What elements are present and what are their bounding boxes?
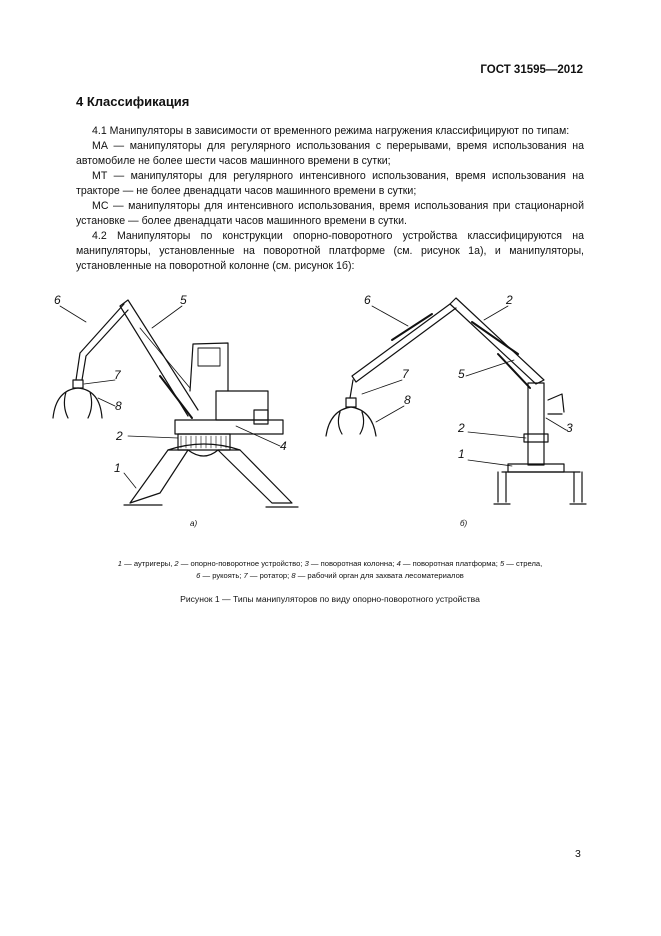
legend-num-2: 2: [174, 559, 179, 568]
subcaption-a: а): [190, 519, 198, 528]
figure-title: Рисунок 1 — Типы манипуляторов по виду опорно-поворотного устройства: [180, 594, 480, 604]
leader-b-2-top: [484, 306, 508, 320]
lift-cylinder-b: [498, 354, 530, 388]
outrigger-leg-left: [498, 472, 506, 502]
legend-num-6: 6: [196, 571, 201, 580]
paragraph-mt: МТ — манипуляторы для регулярного интенсивного использования, время использования на тракторе — не более двенадцати часов машинного времени в сутки;: [76, 170, 584, 197]
engine-housing: [216, 391, 268, 420]
lift-cylinder-a: [160, 376, 192, 418]
label-a-2: 2: [116, 429, 123, 443]
slewing-ring-teeth: [181, 436, 226, 448]
leader-b-6: [372, 306, 408, 326]
label-b-7: 7: [402, 367, 409, 381]
figure-manipulators: [40, 288, 620, 538]
rotator-b: [346, 398, 356, 407]
outrigger-leg-right: [574, 472, 582, 502]
legend-text-6: — рукоять;: [200, 571, 244, 580]
page-number: 3: [575, 848, 581, 860]
legend-text-4: — поворотная платформа;: [400, 559, 500, 568]
standard-code: ГОСТ 31595—2012: [480, 64, 583, 76]
rotating-column: [528, 383, 544, 465]
leader-b-7: [362, 380, 402, 394]
label-a-5: 5: [180, 293, 187, 307]
legend-text-3: — поворотная колонна;: [308, 559, 397, 568]
section-title: 4 Классификация: [76, 94, 190, 109]
cabin: [190, 343, 228, 391]
leader-a-4: [236, 426, 280, 446]
outrigger-right: [218, 450, 292, 503]
label-a-4: 4: [280, 439, 287, 453]
outrigger-inner: [188, 450, 218, 456]
boom-b-cylinder: [472, 322, 518, 354]
drawing-b-column-manipulator: [326, 298, 586, 504]
leader-a-5: [152, 306, 182, 328]
label-b-3: 3: [566, 421, 573, 435]
legend-num-1: 1: [117, 559, 122, 568]
legend-text-5: — стрела,: [504, 559, 543, 568]
body-text: [76, 124, 584, 274]
operator-seat: [548, 394, 564, 414]
outrigger-arch: [168, 444, 240, 450]
subcaption-b: б): [460, 519, 468, 528]
drawing-a-platform-manipulator: [53, 300, 298, 507]
label-b-8: 8: [404, 393, 411, 407]
figure-legend: [44, 558, 616, 582]
legend-text-8: — рабочий орган для захвата лесоматериалов: [295, 571, 464, 580]
manipulator-drawings: [40, 288, 620, 538]
label-b-2: 2: [458, 421, 465, 435]
legend-text-2: — опорно-поворотное устройство;: [178, 559, 305, 568]
outrigger-left: [130, 450, 188, 503]
leader-a-2: [128, 436, 178, 438]
legend-num-3: 3: [304, 559, 309, 568]
label-a-6: 6: [54, 293, 61, 307]
leader-b-8: [376, 406, 404, 422]
leader-a-8: [98, 398, 115, 406]
leader-b-5: [466, 360, 514, 376]
label-b-6: 6: [364, 293, 371, 307]
label-b-5: 5: [458, 367, 465, 381]
grapple-a: [53, 388, 102, 418]
boom-a: [120, 300, 198, 416]
legend-num-4: 4: [396, 559, 401, 568]
leader-a-6: [60, 306, 86, 322]
cabin-window: [198, 348, 220, 366]
leader-b-3: [546, 418, 566, 430]
stick-b-cylinder: [392, 314, 432, 340]
legend-num-7: 7: [243, 571, 248, 580]
leader-a-7: [84, 380, 115, 384]
grapple-b: [326, 407, 376, 436]
leader-b-1: [468, 460, 512, 466]
label-a-1: 1: [114, 461, 121, 475]
rotator-link-b: [350, 380, 353, 398]
legend-num-8: 8: [291, 571, 296, 580]
paragraph-4-1: 4.1 Манипуляторы в зависимости от временного режима нагружения классифицируют по типам:: [92, 125, 570, 137]
legend-num-5: 5: [499, 559, 505, 568]
label-b-2-top: 2: [506, 293, 513, 307]
rotating-platform: [175, 420, 283, 434]
leader-b-2: [468, 432, 526, 438]
leader-a-1: [124, 473, 136, 488]
legend-text-7: — ротатор;: [247, 571, 292, 580]
rotator-a: [73, 380, 83, 388]
stick-a-inner: [82, 310, 128, 380]
label-b-1: 1: [458, 447, 465, 461]
paragraph-4-2: 4.2 Манипуляторы по конструкции опорно-поворотного устройства классифицируются на манипуляторы, установленные на поворотной платформе (см. рисунок 1а), и манипуляторы, установленные на поворотной колонне (см. рисунок 1б):: [76, 230, 584, 272]
label-a-8: 8: [115, 399, 122, 413]
label-a-7: 7: [114, 368, 121, 382]
paragraph-ma: МА — манипуляторы для регулярного использования с перерывами, время использования на автомобиле не более шести часов машинного времени в сутки;: [76, 140, 584, 167]
paragraph-mc: МС — манипуляторы для интенсивного использования, время использования при стационарной установке — более двенадцати часов машинного времени в сутки.: [76, 200, 584, 227]
engine-block: [254, 410, 268, 424]
legend-text-1: — аутригеры,: [122, 559, 175, 568]
